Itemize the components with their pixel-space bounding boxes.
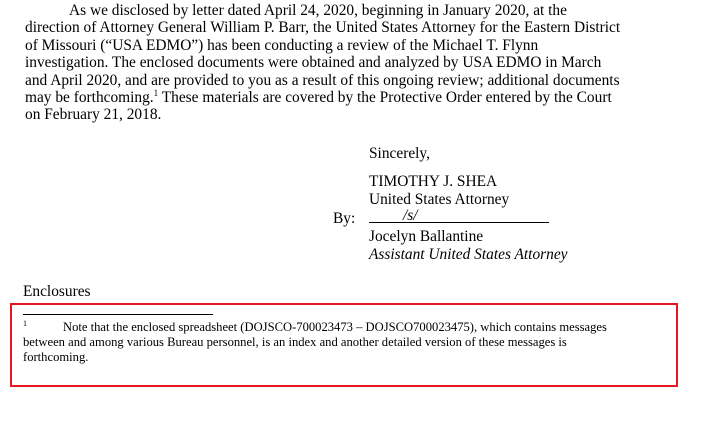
footnote-line: between and among various Bureau personnel, is an index and another detailed version of these messages is (23, 334, 567, 349)
body-line: and April 2020, and are provided to you as a result of this ongoing review; additional documents (25, 71, 620, 89)
footnote-highlight-box (10, 303, 678, 387)
body-line: As we disclosed by letter dated April 24, 2020, beginning in January 2020, at the (69, 2, 567, 19)
signature-by-label: By: (333, 210, 356, 227)
body-line-with-footnote (25, 89, 685, 106)
letter-body-paragraph (25, 2, 685, 124)
footnote-reference: 1 (153, 88, 159, 99)
body-line: direction of Attorney General William P. Barr, the United States Attorney for the Eastern District (25, 19, 621, 37)
body-line-text: may be forthcoming. (25, 89, 154, 107)
enclosures-heading: Enclosures (23, 283, 91, 300)
signature-name: TIMOTHY J. SHEA (369, 173, 498, 190)
signer-title: Assistant United States Attorney (369, 246, 568, 263)
signature-closing: Sincerely, (369, 145, 430, 162)
signature-title: United States Attorney (369, 191, 510, 208)
footnote-line: forthcoming. (23, 349, 89, 364)
body-line: of Missouri (“USA EDMO”) has been conducting a review of the Michael T. Flynn (25, 36, 539, 54)
body-line-text: These materials are covered by the Protective Order entered by the Court (158, 89, 612, 107)
signature-line (369, 222, 549, 223)
footnote-text: Note that the enclosed spreadsheet (DOJSCO-700023473 – DOJSCO700023475), which contains messages (63, 320, 607, 334)
signature-slash-s: /s/ (403, 207, 418, 224)
footnote-number: 1 (23, 319, 27, 328)
body-line: on February 21, 2018. (25, 106, 162, 124)
body-line: investigation. The enclosed documents were obtained and analyzed by USA EDMO in March (25, 54, 602, 72)
signer-name: Jocelyn Ballantine (369, 228, 484, 245)
